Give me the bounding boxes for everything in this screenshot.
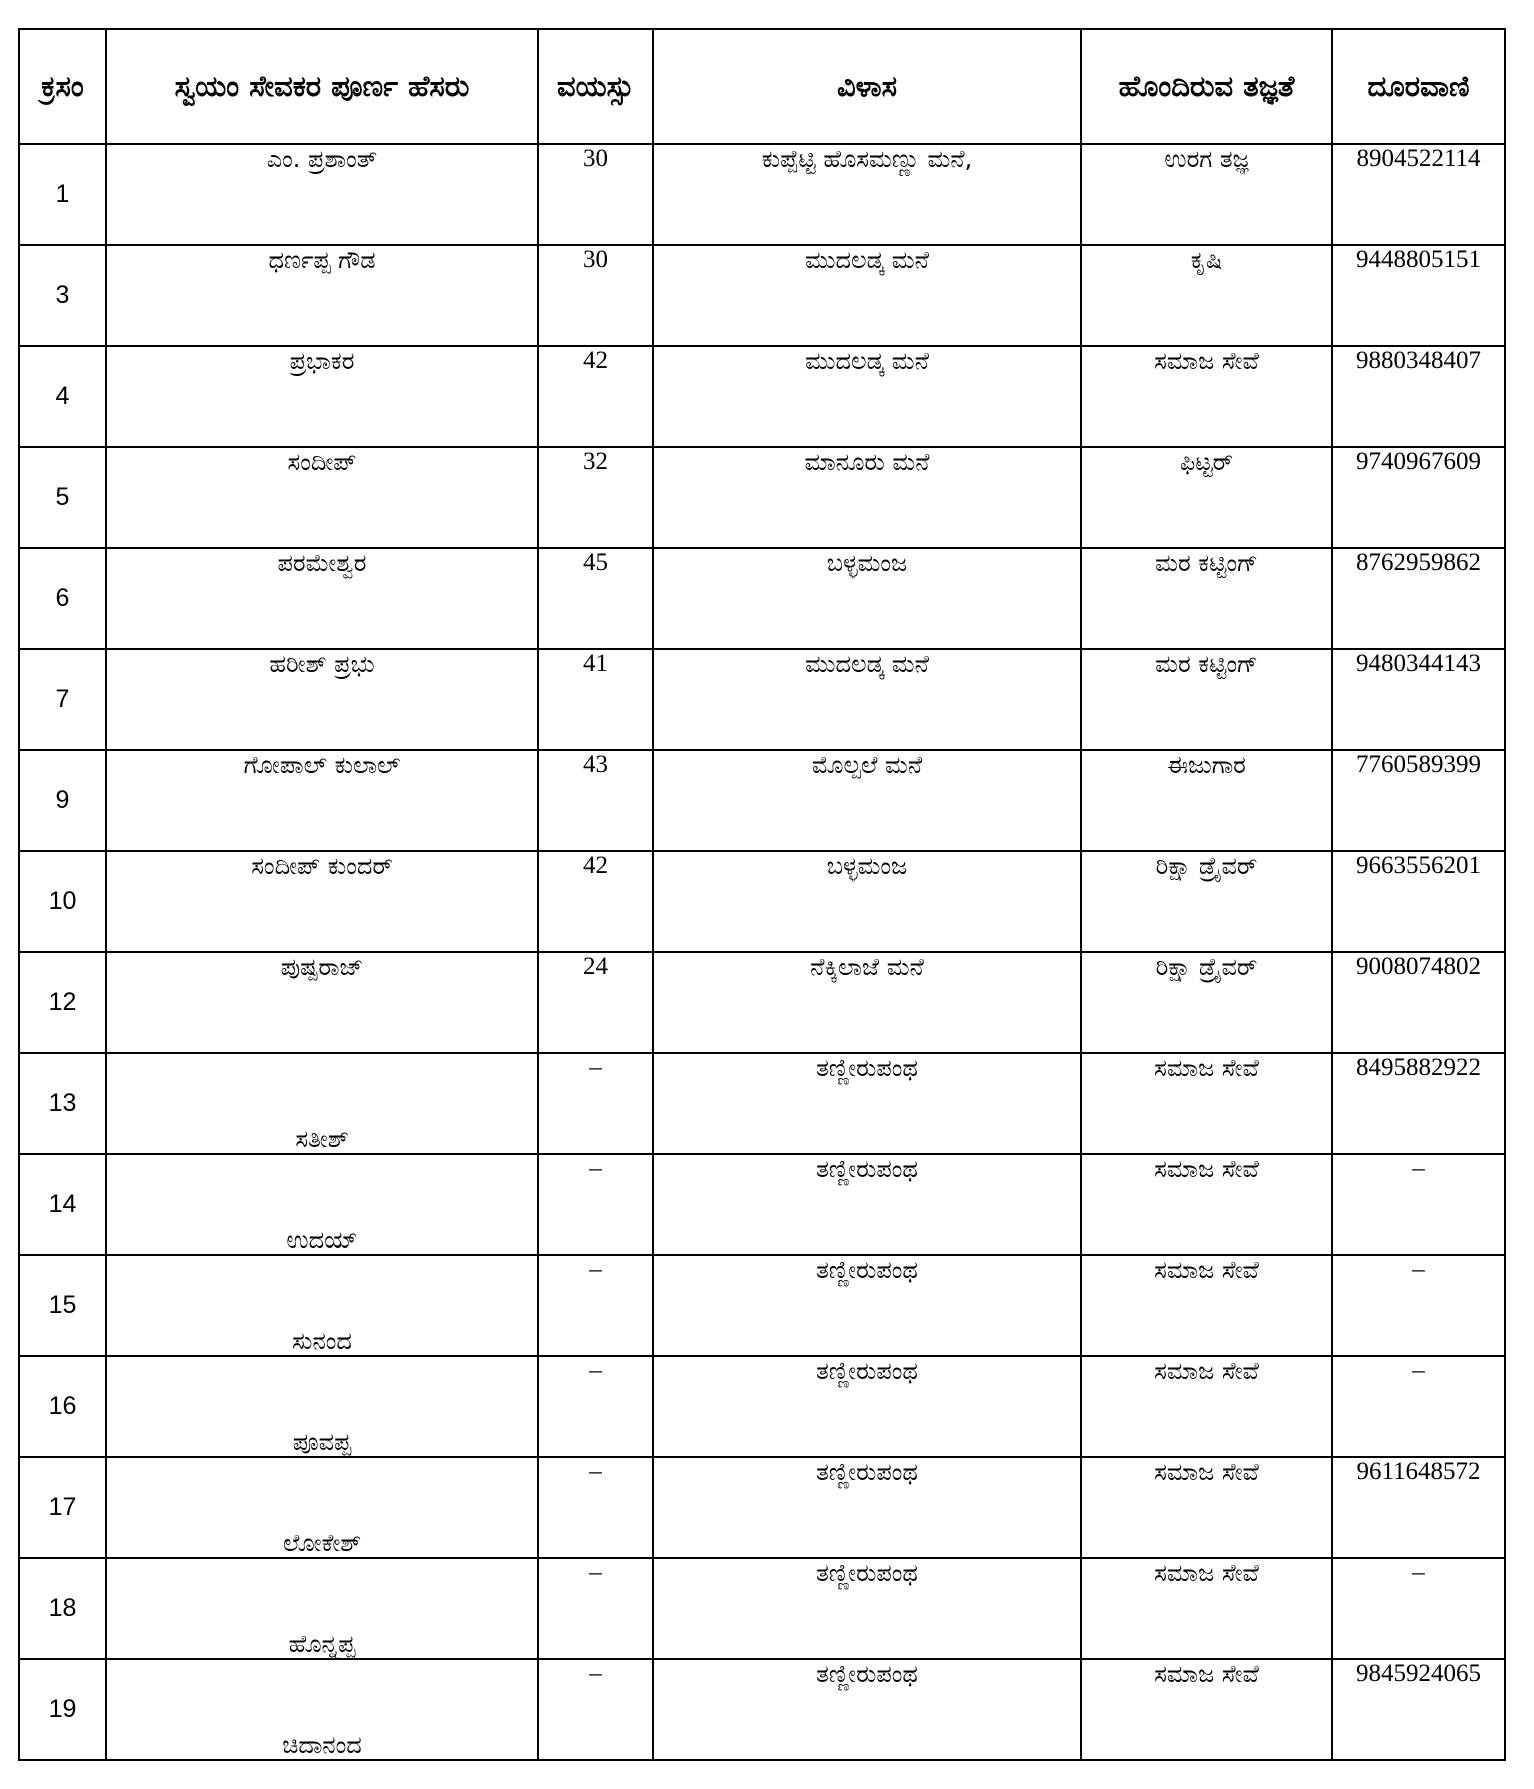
serial-cell: 5 — [19, 447, 106, 548]
phone-cell: 9740967609 — [1332, 447, 1505, 548]
table-row — [19, 649, 1505, 750]
table-row — [19, 851, 1505, 952]
expertise-cell: ಸಮಾಜ ಸೇವೆ — [1081, 1255, 1332, 1356]
expertise-cell: ಮರ ಕಟ್ಟಿಂಗ್ — [1081, 649, 1332, 750]
age-cell: – — [538, 1356, 653, 1457]
age-cell: – — [538, 1457, 653, 1558]
age-cell: 41 — [538, 649, 653, 750]
age-cell: 43 — [538, 750, 653, 851]
expertise-cell: ಕೃಷಿ — [1081, 245, 1332, 346]
name-cell: ಪ್ರಭಾಕರ — [106, 346, 538, 447]
address-cell: ಮೊಲ್ಪಲೆ ಮನೆ — [653, 750, 1081, 851]
address-cell: ಬಳ್ಳಮಂಜ — [653, 851, 1081, 952]
address-cell: ಮುದಲಡ್ಕ ಮನೆ — [653, 245, 1081, 346]
age-cell: 30 — [538, 245, 653, 346]
table-row — [19, 1255, 1505, 1356]
serial-cell: 3 — [19, 245, 106, 346]
phone-cell: – — [1332, 1154, 1505, 1255]
address-cell: ಮುದಲಡ್ಕ ಮನೆ — [653, 346, 1081, 447]
phone-cell: 8904522114 — [1332, 144, 1505, 245]
table-row — [19, 1558, 1505, 1659]
serial-cell: 12 — [19, 952, 106, 1053]
table-row — [19, 1457, 1505, 1558]
table-row — [19, 245, 1505, 346]
name-cell: ಗೋಪಾಲ್ ಕುಲಾಲ್ — [106, 750, 538, 851]
expertise-cell: ಸಮಾಜ ಸೇವೆ — [1081, 1053, 1332, 1154]
serial-cell: 10 — [19, 851, 106, 952]
table-row — [19, 952, 1505, 1053]
address-cell: ತಣ್ಣೀರುಪಂಥ — [653, 1053, 1081, 1154]
phone-cell: 7760589399 — [1332, 750, 1505, 851]
name-cell: ಲೋಕೇಶ್ — [106, 1457, 538, 1558]
expertise-cell: ಸಮಾಜ ಸೇವೆ — [1081, 1457, 1332, 1558]
header-phone: ದೂರವಾಣಿ — [1332, 29, 1505, 144]
name-cell: ಎಂ. ಪ್ರಶಾಂತ್ — [106, 144, 538, 245]
expertise-cell: ಮರ ಕಟ್ಟಿಂಗ್ — [1081, 548, 1332, 649]
phone-cell: 9008074802 — [1332, 952, 1505, 1053]
age-cell: 32 — [538, 447, 653, 548]
phone-cell: 9880348407 — [1332, 346, 1505, 447]
table-row — [19, 750, 1505, 851]
phone-cell: 9663556201 — [1332, 851, 1505, 952]
age-cell: 42 — [538, 346, 653, 447]
expertise-cell: ಸಮಾಜ ಸೇವೆ — [1081, 1154, 1332, 1255]
phone-cell: 9480344143 — [1332, 649, 1505, 750]
phone-cell: 9611648572 — [1332, 1457, 1505, 1558]
table-row — [19, 447, 1505, 548]
address-cell: ಮುದಲಡ್ಕ ಮನೆ — [653, 649, 1081, 750]
serial-cell: 13 — [19, 1053, 106, 1154]
name-cell: ಚಿದಾನಂದ — [106, 1659, 538, 1760]
address-cell: ತಣ್ಣೀರುಪಂಥ — [653, 1255, 1081, 1356]
expertise-cell: ರಿಕ್ಷಾ ಡ್ರೈವರ್ — [1081, 952, 1332, 1053]
address-cell: ತಣ್ಣೀರುಪಂಥ — [653, 1457, 1081, 1558]
name-cell: ಪೂವಪ್ಪ — [106, 1356, 538, 1457]
table-row — [19, 144, 1505, 245]
expertise-cell: ರಿಕ್ಷಾ ಡ್ರೈವರ್ — [1081, 851, 1332, 952]
serial-cell: 14 — [19, 1154, 106, 1255]
serial-cell: 9 — [19, 750, 106, 851]
expertise-cell: ಈಜುಗಾರ — [1081, 750, 1332, 851]
table-row — [19, 1053, 1505, 1154]
volunteer-table — [18, 28, 1506, 1761]
phone-cell: – — [1332, 1255, 1505, 1356]
phone-cell: – — [1332, 1356, 1505, 1457]
age-cell: 30 — [538, 144, 653, 245]
table-row — [19, 1154, 1505, 1255]
serial-cell: 1 — [19, 144, 106, 245]
phone-cell: 9448805151 — [1332, 245, 1505, 346]
header-address: ವಿಳಾಸ — [653, 29, 1081, 144]
age-cell: – — [538, 1255, 653, 1356]
age-cell: 24 — [538, 952, 653, 1053]
address-cell: ತಣ್ಣೀರುಪಂಥ — [653, 1558, 1081, 1659]
expertise-cell: ಸಮಾಜ ಸೇವೆ — [1081, 1356, 1332, 1457]
name-cell: ಪುಷ್ಪರಾಜ್ — [106, 952, 538, 1053]
table-row — [19, 346, 1505, 447]
name-cell: ಉದಯ್ — [106, 1154, 538, 1255]
serial-cell: 6 — [19, 548, 106, 649]
serial-cell: 19 — [19, 1659, 106, 1760]
age-cell: 42 — [538, 851, 653, 952]
serial-cell: 16 — [19, 1356, 106, 1457]
age-cell: – — [538, 1053, 653, 1154]
phone-cell: 9845924065 — [1332, 1659, 1505, 1760]
phone-cell: – — [1332, 1558, 1505, 1659]
address-cell: ತಣ್ಣೀರುಪಂಥ — [653, 1356, 1081, 1457]
header-serial: ಕ್ರಸಂ — [19, 29, 106, 144]
expertise-cell: ಸಮಾಜ ಸೇವೆ — [1081, 1558, 1332, 1659]
address-cell: ತಣ್ಣೀರುಪಂಥ — [653, 1659, 1081, 1760]
serial-cell: 4 — [19, 346, 106, 447]
address-cell: ತಣ್ಣೀರುಪಂಥ — [653, 1154, 1081, 1255]
table-row — [19, 1356, 1505, 1457]
expertise-cell: ಸಮಾಜ ಸೇವೆ — [1081, 346, 1332, 447]
name-cell: ಹೊನ್ನಪ್ಪ — [106, 1558, 538, 1659]
address-cell: ಮಾನೂರು ಮನೆ — [653, 447, 1081, 548]
serial-cell: 17 — [19, 1457, 106, 1558]
phone-cell: 8762959862 — [1332, 548, 1505, 649]
table-row — [19, 548, 1505, 649]
name-cell: ಹರೀಶ್ ಪ್ರಭು — [106, 649, 538, 750]
name-cell: ಸಂದೀಪ್ ಕುಂದರ್ — [106, 851, 538, 952]
name-cell: ಧರ್ಣಪ್ಪ ಗೌಡ — [106, 245, 538, 346]
header-age: ವಯಸ್ಸು — [538, 29, 653, 144]
address-cell: ನೆಕ್ಕಿಲಾಜೆ ಮನೆ — [653, 952, 1081, 1053]
name-cell: ಸಂದೀಪ್ — [106, 447, 538, 548]
name-cell: ಸತೀಶ್ — [106, 1053, 538, 1154]
name-cell: ಪರಮೇಶ್ವರ — [106, 548, 538, 649]
table-row — [19, 1659, 1505, 1760]
expertise-cell: ಸಮಾಜ ಸೇವೆ — [1081, 1659, 1332, 1760]
header-name: ಸ್ವಯಂ ಸೇವಕರ ಪೂರ್ಣ ಹೆಸರು — [106, 29, 538, 144]
header-row — [19, 29, 1505, 144]
phone-cell: 8495882922 — [1332, 1053, 1505, 1154]
name-cell: ಸುನಂದ — [106, 1255, 538, 1356]
expertise-cell: ಫಿಟ್ಟರ್ — [1081, 447, 1332, 548]
serial-cell: 7 — [19, 649, 106, 750]
expertise-cell: ಉರಗ ತಜ್ಞ — [1081, 144, 1332, 245]
age-cell: 45 — [538, 548, 653, 649]
age-cell: – — [538, 1154, 653, 1255]
address-cell: ಕುಪ್ಪೆಟ್ಟಿ ಹೊಸಮಣ್ಣು ಮನೆ, — [653, 144, 1081, 245]
header-expertise: ಹೊಂದಿರುವ ತಜ್ಞತೆ — [1081, 29, 1332, 144]
age-cell: – — [538, 1659, 653, 1760]
address-cell: ಬಳ್ಳಮಂಜ — [653, 548, 1081, 649]
age-cell: – — [538, 1558, 653, 1659]
serial-cell: 18 — [19, 1558, 106, 1659]
serial-cell: 15 — [19, 1255, 106, 1356]
